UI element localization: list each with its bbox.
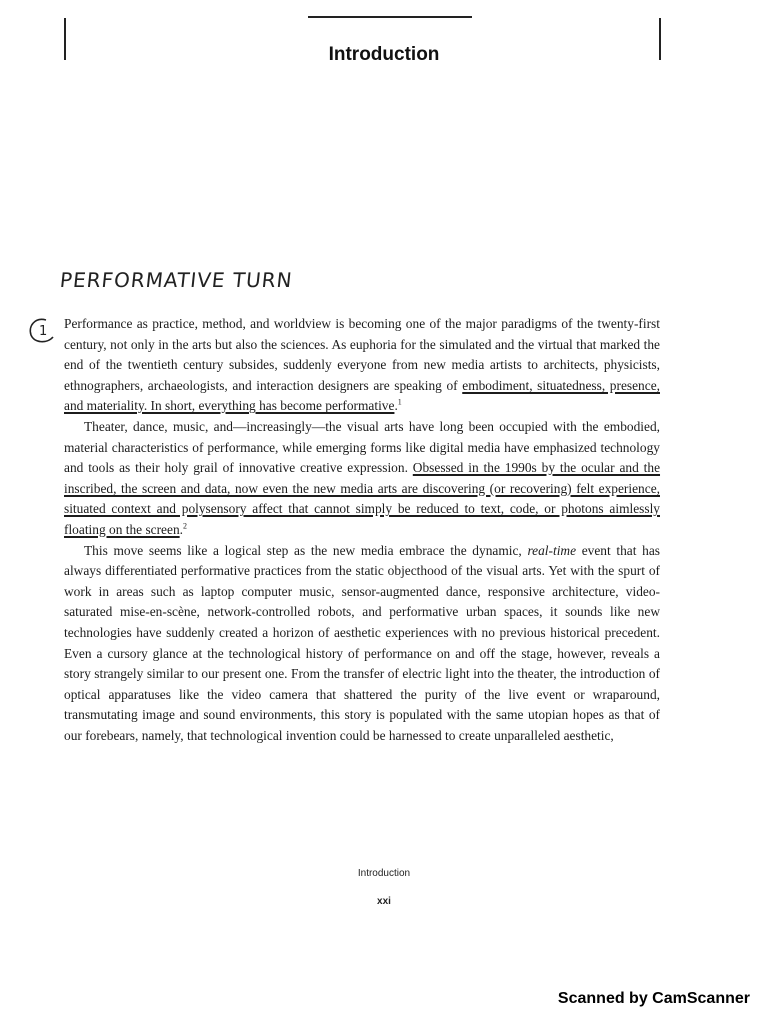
handwritten-circled-number [26, 316, 58, 346]
p1-underlined: embodiment, situatedness, presence, and materiality. In short, everything has become performative [64, 377, 660, 414]
p3-italic: real-time [527, 542, 577, 558]
p2-text: Theater, dance, music, and—increasingly—the visual arts have long been occupied with the embodied, material characteristics of performance, while emerging forms like digital media have emphasized technology and tools as their holy grail of innovative creative expression. [64, 418, 660, 476]
footer-label: Introduction [357, 868, 411, 879]
page-heading: Introduction [328, 44, 440, 65]
body-text [64, 314, 660, 746]
top-rule [308, 16, 472, 18]
paragraph-1 [64, 314, 660, 417]
p3-text: This move seems like a logical step as the new media embrace the dynamic, [84, 542, 528, 558]
footnote-ref-1: 1 [397, 397, 402, 407]
p1-text: Performance as practice, method, and worldview is becoming one of the major paradigms of the twenty-first century, not only in the arts but also the sciences. As euphoria for the simulated and the virtual that marked the end of the twentieth century subsides, suddenly everyone from new media artists to architects, physicists, ethnographers, archaeologists, and interaction designers are speaking of [64, 316, 660, 393]
page-number: xxi [377, 896, 391, 907]
p2-period: . [179, 521, 183, 537]
paragraph-3 [64, 541, 660, 747]
handwritten-note: PERFORMATIVE TURN [58, 268, 294, 292]
paragraph-2 [64, 417, 660, 541]
p1-period: . [394, 398, 398, 414]
p3-text-rest: event that has always differentiated performative practices from the static objecthood of the visual arts. Yet with the spurt of work in areas such as laptop computer music, sensor-augmented dance, responsive architecture, video-saturated mise-en-scène, network-controlled robots, and performative urban spaces, it sounds like new technologies have suddenly created a horizon of aesthetic experiences with no previous historical precedent. Even a cursory glance at the technological history of performance on and off the stage, however, reveals a story strangely similar to our present one. From the transfer of electric light into the theater, the introduction of optical apparatuses like the video camera that shattered the purity of the live event or wraparound, transmutating image and sound environments, this story is populated with the same utopian hopes as that of our forebears, namely, that technological invention could be harnessed to create unparalleled aesthetic, [64, 542, 660, 743]
p2-underlined: Obsessed in the 1990s by the ocular and the inscribed, the screen and data, now even the new media arts are discovering (or recovering) felt experience, situated context and polysensory affect that cannot simply be reduced to text, code, or photons aimlessly floating on the screen [64, 460, 661, 537]
scanner-watermark: Scanned by CamScanner [557, 990, 750, 1007]
circled-number-text: 1 [39, 324, 48, 339]
footnote-ref-2: 2 [183, 521, 187, 531]
